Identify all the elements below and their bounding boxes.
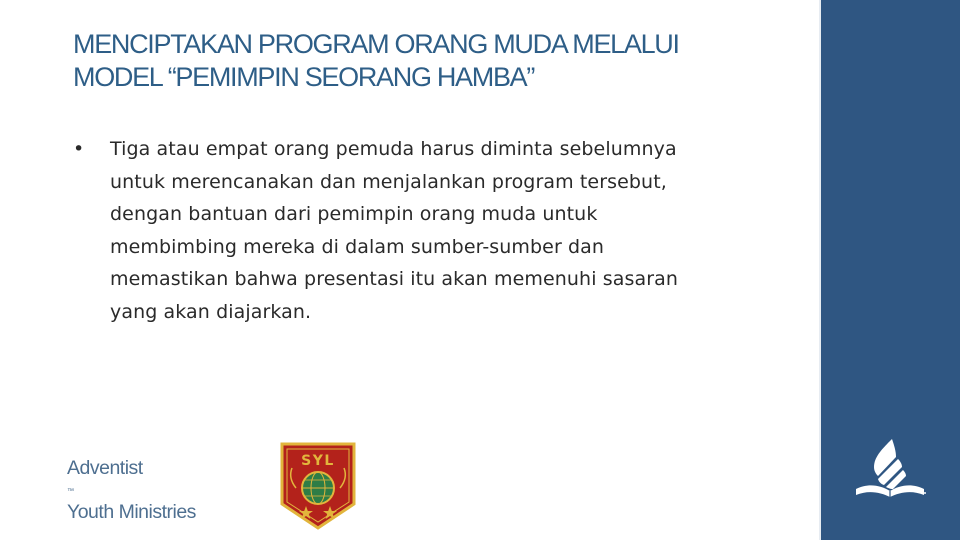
logo-line-adventist xyxy=(67,457,196,501)
bullet-item xyxy=(73,133,793,328)
bullet-text-line-6: yang akan diajarkan. xyxy=(110,300,312,323)
sda-church-logo-icon xyxy=(852,437,928,503)
logo-adventist-word: Adventist xyxy=(67,457,143,479)
trademark-mark: ™ xyxy=(67,488,74,495)
slide-title-line-2: MODEL “PEMIMPIN SEORANG HAMBA” xyxy=(73,62,535,92)
bullet-text-line-5: memastikan bahwa presentasi itu akan memenuhi sasaran xyxy=(110,268,678,290)
bullet-text-line-1: Tiga atau empat orang pemuda harus diminta sebelumnya xyxy=(110,138,677,160)
syl-globe-emblem-icon xyxy=(274,440,362,531)
adventist-youth-ministries-logo xyxy=(67,457,196,523)
bullet-text-line-2: untuk merencanakan dan menjalankan program tersebut, xyxy=(110,170,667,193)
syl-emblem-text: SYL xyxy=(301,453,335,469)
bullet-text-line-3: dengan bantuan dari pemimpin orang muda untuk xyxy=(110,203,598,225)
logo-line-youth-ministries: Youth Ministries xyxy=(67,501,196,523)
slide-title-line-1: MENCIPTAKAN PROGRAM ORANG MUDA MELALUI xyxy=(73,29,679,59)
bullet-marker: • xyxy=(73,138,85,160)
bullet-text-line-4: membimbing mereka di dalam sumber-sumber dan xyxy=(110,235,605,258)
slide-title xyxy=(73,28,793,94)
bullet-list xyxy=(73,133,793,328)
